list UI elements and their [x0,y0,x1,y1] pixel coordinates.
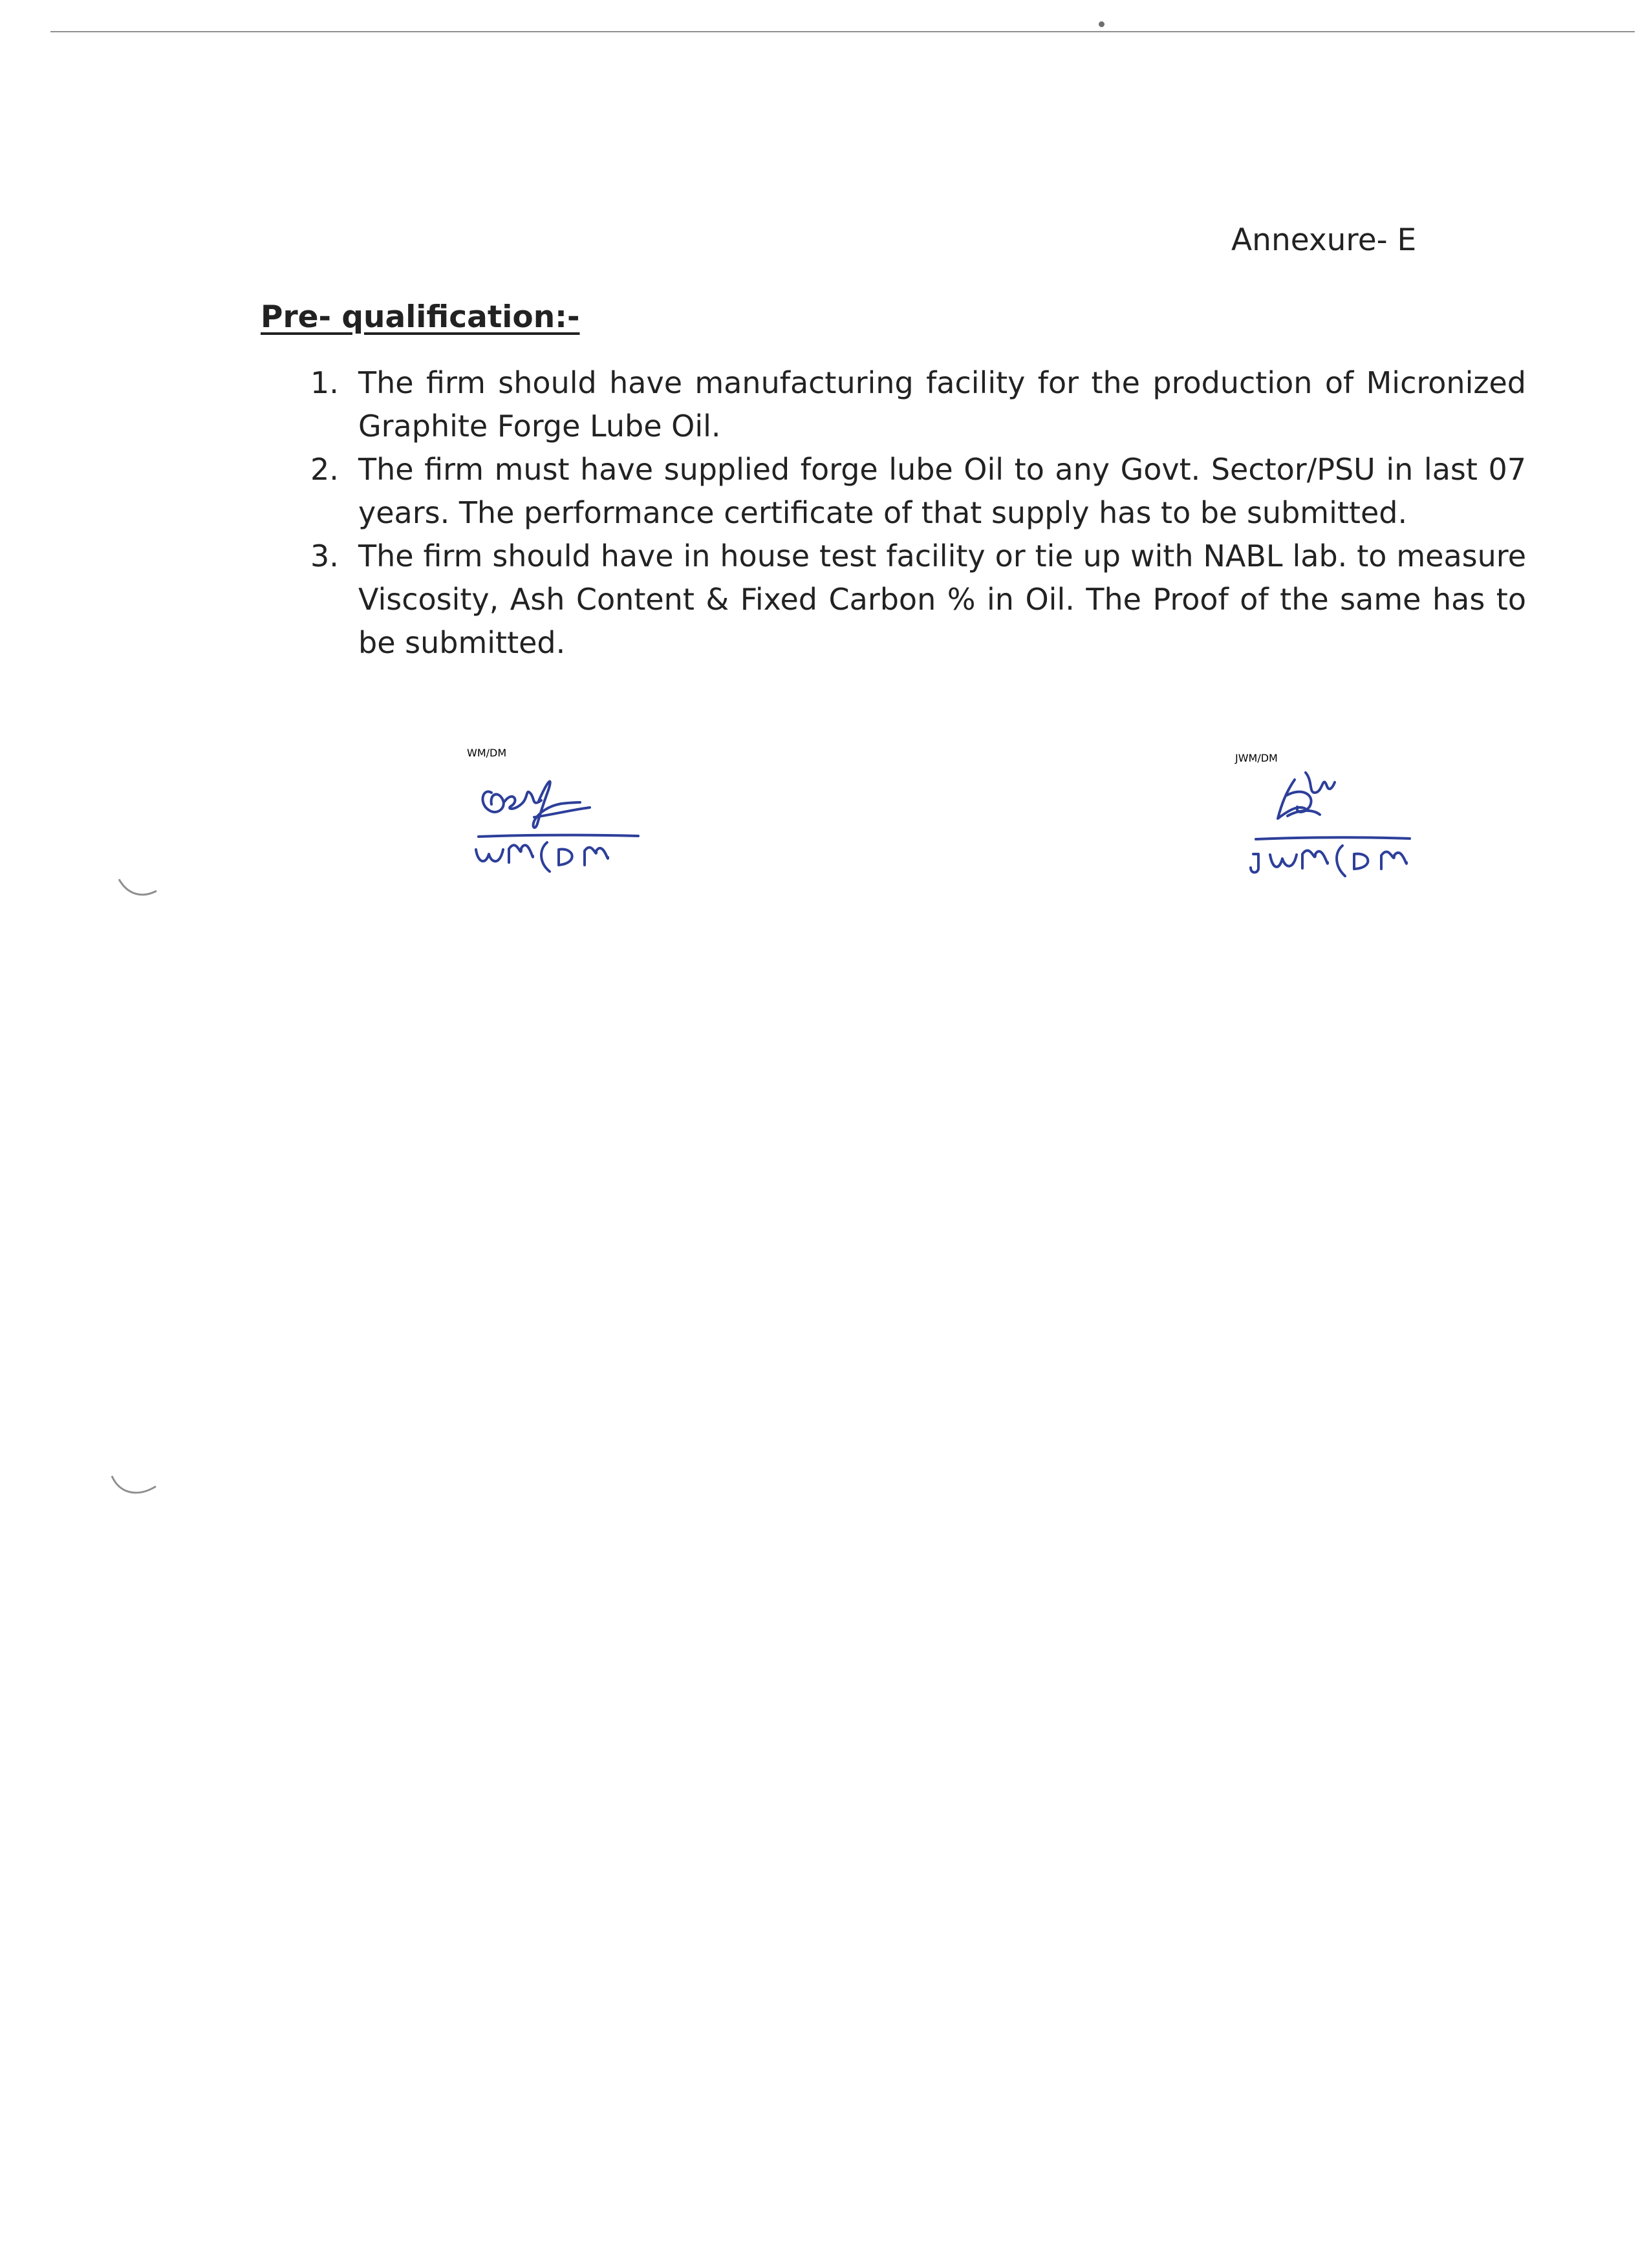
list-item [304,535,1526,665]
list-item-number: 3. [310,539,339,573]
list-item-text: The firm should have in house test facility or tie up with NABL lab. to measure Viscosity, Ash Content & Fixed Carbon % in Oil. The Proof of the same has to be submitted. [358,539,1526,660]
handwritten-signature-icon [1235,752,1429,884]
scan-margin-arc [107,1472,158,1504]
signature-wm-dm [467,747,661,879]
list-item-number: 2. [310,452,339,487]
annexure-label: Annexure- E [1231,222,1417,258]
pre-qualification-list [304,361,1526,665]
list-item-text: The firm must have supplied forge lube Oil to any Govt. Sector/PSU in last 07 years. The performance certificate of that supply has to be submitted. [358,452,1526,530]
signature-designation-text: JWM/DM [1235,752,1278,764]
scan-dot [1099,21,1105,27]
scan-margin-arc [115,875,160,901]
list-item [304,361,1526,448]
scan-edge-line [50,31,1635,32]
list-item-text: The firm should have manufacturing facility for the production of Micronized Graphite Forge Lube Oil. [358,365,1526,444]
list-item-number: 1. [310,365,339,400]
pre-qualification-heading: Pre- qualification:- [261,299,580,335]
handwritten-signature-icon [467,747,661,879]
signature-designation-text: WM/DM [467,747,507,759]
list-item [304,448,1526,535]
signature-jwm-dm [1235,752,1429,884]
